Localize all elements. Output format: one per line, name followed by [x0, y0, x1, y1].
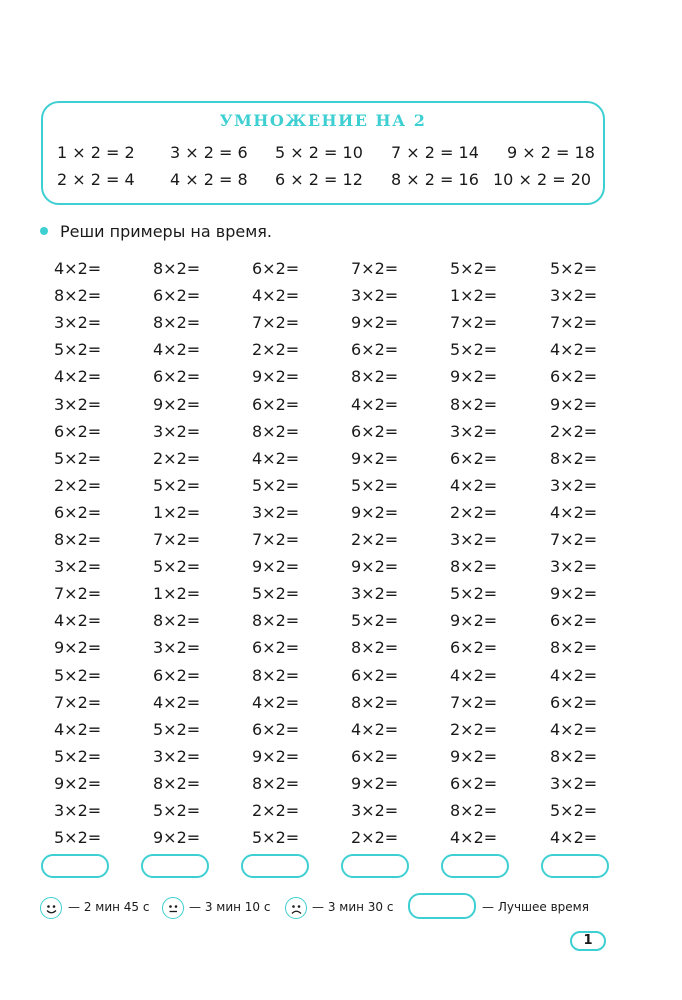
page-number: 1: [570, 931, 606, 951]
table-fact: 8 × 2 = 16: [391, 170, 479, 189]
exercise-item: 8×2=: [450, 801, 498, 820]
exercise-item: 9×2=: [252, 367, 300, 386]
exercise-item: 8×2=: [550, 747, 598, 766]
exercise-item: 8×2=: [54, 286, 102, 305]
exercise-item: 6×2=: [252, 638, 300, 657]
exercise-item: 9×2=: [351, 449, 399, 468]
exercise-item: 5×2=: [252, 584, 300, 603]
exercise-item: 3×2=: [54, 557, 102, 576]
exercise-item: 3×2=: [450, 422, 498, 441]
exercise-item: 6×2=: [54, 503, 102, 522]
exercise-item: 3×2=: [450, 530, 498, 549]
exercise-item: 7×2=: [252, 530, 300, 549]
exercise-item: 5×2=: [54, 747, 102, 766]
exercise-item: 3×2=: [54, 313, 102, 332]
exercise-item: 3×2=: [153, 422, 201, 441]
exercise-item: 3×2=: [54, 801, 102, 820]
exercise-item: 9×2=: [54, 638, 102, 657]
exercise-item: 4×2=: [550, 503, 598, 522]
exercise-item: 5×2=: [351, 476, 399, 495]
exercise-item: 3×2=: [550, 557, 598, 576]
exercise-item: 6×2=: [450, 774, 498, 793]
exercise-item: 5×2=: [450, 259, 498, 278]
sad-time-label: — 3 мин 30 с: [312, 900, 394, 914]
exercise-item: 2×2=: [450, 720, 498, 739]
column-time-box[interactable]: [141, 854, 209, 878]
exercise-item: 5×2=: [54, 340, 102, 359]
exercise-item: 9×2=: [153, 395, 201, 414]
exercise-item: 8×2=: [252, 611, 300, 630]
exercise-item: 5×2=: [351, 611, 399, 630]
table-fact: 4 × 2 = 8: [170, 170, 248, 189]
exercise-item: 7×2=: [550, 530, 598, 549]
neutral-face-icon: [162, 897, 184, 919]
exercise-item: 4×2=: [550, 340, 598, 359]
exercise-item: 8×2=: [153, 259, 201, 278]
exercise-item: 6×2=: [351, 747, 399, 766]
exercise-item: 7×2=: [550, 313, 598, 332]
exercise-item: 3×2=: [550, 476, 598, 495]
exercise-item: 6×2=: [252, 395, 300, 414]
column-time-box[interactable]: [341, 854, 409, 878]
exercise-item: 2×2=: [54, 476, 102, 495]
exercise-item: 2×2=: [351, 530, 399, 549]
exercise-item: 5×2=: [550, 259, 598, 278]
exercise-item: 9×2=: [351, 774, 399, 793]
exercise-item: 6×2=: [351, 340, 399, 359]
exercise-item: 6×2=: [450, 449, 498, 468]
happy-face-icon: [40, 897, 62, 919]
exercise-item: 3×2=: [550, 286, 598, 305]
exercise-item: 2×2=: [252, 801, 300, 820]
exercise-item: 7×2=: [153, 530, 201, 549]
exercise-item: 9×2=: [450, 367, 498, 386]
exercise-item: 3×2=: [153, 747, 201, 766]
exercise-item: 9×2=: [351, 313, 399, 332]
exercise-item: 5×2=: [153, 801, 201, 820]
exercise-item: 9×2=: [550, 584, 598, 603]
exercise-item: 8×2=: [153, 313, 201, 332]
exercise-item: 3×2=: [351, 286, 399, 305]
exercise-item: 2×2=: [351, 828, 399, 847]
table-fact: 5 × 2 = 10: [275, 143, 363, 162]
exercise-item: 8×2=: [450, 557, 498, 576]
exercise-item: 5×2=: [153, 720, 201, 739]
exercise-item: 4×2=: [252, 693, 300, 712]
exercise-item: 9×2=: [550, 395, 598, 414]
exercise-item: 8×2=: [450, 395, 498, 414]
exercise-item: 8×2=: [550, 638, 598, 657]
exercise-item: 4×2=: [351, 395, 399, 414]
exercise-item: 4×2=: [54, 259, 102, 278]
exercise-item: 7×2=: [54, 693, 102, 712]
exercise-item: 6×2=: [54, 422, 102, 441]
exercise-item: 3×2=: [252, 503, 300, 522]
exercise-item: 4×2=: [252, 286, 300, 305]
table-fact: 7 × 2 = 14: [391, 143, 479, 162]
exercise-item: 2×2=: [450, 503, 498, 522]
exercise-item: 7×2=: [54, 584, 102, 603]
exercise-item: 7×2=: [450, 313, 498, 332]
exercise-item: 4×2=: [450, 828, 498, 847]
exercise-item: 8×2=: [252, 666, 300, 685]
best-time-box[interactable]: [408, 893, 476, 919]
exercise-item: 4×2=: [351, 720, 399, 739]
exercise-item: 5×2=: [252, 476, 300, 495]
table-fact: 6 × 2 = 12: [275, 170, 363, 189]
exercise-item: 4×2=: [252, 449, 300, 468]
exercise-item: 4×2=: [550, 720, 598, 739]
table-fact: 10 × 2 = 20: [493, 170, 592, 189]
exercise-item: 3×2=: [153, 638, 201, 657]
table-fact: 9 × 2 = 18: [507, 143, 595, 162]
exercise-item: 6×2=: [450, 638, 498, 657]
exercise-item: 4×2=: [450, 666, 498, 685]
exercise-item: 2×2=: [153, 449, 201, 468]
exercise-item: 9×2=: [54, 774, 102, 793]
exercise-item: 4×2=: [54, 367, 102, 386]
exercise-item: 4×2=: [550, 666, 598, 685]
table-fact: 2 × 2 = 4: [57, 170, 135, 189]
exercise-item: 6×2=: [550, 611, 598, 630]
exercise-item: 5×2=: [54, 449, 102, 468]
exercise-item: 5×2=: [550, 801, 598, 820]
exercise-item: 8×2=: [550, 449, 598, 468]
exercise-item: 3×2=: [351, 584, 399, 603]
exercise-item: 3×2=: [550, 774, 598, 793]
exercise-item: 6×2=: [153, 286, 201, 305]
exercise-item: 9×2=: [252, 557, 300, 576]
exercise-item: 3×2=: [54, 395, 102, 414]
exercise-item: 8×2=: [153, 611, 201, 630]
exercise-item: 9×2=: [351, 503, 399, 522]
exercise-item: 1×2=: [153, 584, 201, 603]
instruction-text: Реши примеры на время.: [60, 222, 272, 241]
column-time-box[interactable]: [541, 854, 609, 878]
exercise-item: 7×2=: [351, 259, 399, 278]
happy-time-label: — 2 мин 45 с: [68, 900, 150, 914]
exercise-item: 5×2=: [450, 340, 498, 359]
exercise-item: 6×2=: [153, 666, 201, 685]
exercise-item: 9×2=: [450, 747, 498, 766]
exercise-item: 8×2=: [252, 774, 300, 793]
exercise-item: 6×2=: [252, 259, 300, 278]
exercise-item: 4×2=: [153, 340, 201, 359]
exercise-item: 4×2=: [153, 693, 201, 712]
exercise-item: 8×2=: [153, 774, 201, 793]
exercise-item: 5×2=: [54, 828, 102, 847]
exercise-item: 7×2=: [252, 313, 300, 332]
exercise-item: 2×2=: [252, 340, 300, 359]
exercise-item: 6×2=: [153, 367, 201, 386]
exercise-item: 5×2=: [54, 666, 102, 685]
column-time-box[interactable]: [241, 854, 309, 878]
exercise-item: 4×2=: [54, 611, 102, 630]
exercise-item: 4×2=: [54, 720, 102, 739]
exercise-item: 8×2=: [351, 638, 399, 657]
exercise-item: 5×2=: [252, 828, 300, 847]
exercise-item: 9×2=: [153, 828, 201, 847]
table-fact: 3 × 2 = 6: [170, 143, 248, 162]
table-title: УМНОЖЕНИЕ НА 2: [219, 111, 427, 130]
exercise-item: 8×2=: [351, 693, 399, 712]
neutral-time-label: — 3 мин 10 с: [189, 900, 271, 914]
table-fact: 1 × 2 = 2: [57, 143, 135, 162]
exercise-item: 8×2=: [54, 530, 102, 549]
exercise-item: 5×2=: [450, 584, 498, 603]
exercise-item: 6×2=: [550, 367, 598, 386]
exercise-item: 4×2=: [550, 828, 598, 847]
sad-face-icon: [285, 897, 307, 919]
exercise-item: 6×2=: [550, 693, 598, 712]
exercise-item: 1×2=: [153, 503, 201, 522]
column-time-box[interactable]: [441, 854, 509, 878]
exercise-item: 1×2=: [450, 286, 498, 305]
exercise-item: 9×2=: [351, 557, 399, 576]
exercise-item: 9×2=: [450, 611, 498, 630]
exercise-item: 7×2=: [450, 693, 498, 712]
exercise-item: 2×2=: [550, 422, 598, 441]
exercise-item: 8×2=: [252, 422, 300, 441]
exercise-item: 4×2=: [450, 476, 498, 495]
exercise-item: 6×2=: [252, 720, 300, 739]
column-time-box[interactable]: [41, 854, 109, 878]
exercise-item: 3×2=: [351, 801, 399, 820]
exercise-item: 5×2=: [153, 476, 201, 495]
exercise-item: 8×2=: [351, 367, 399, 386]
exercise-item: 5×2=: [153, 557, 201, 576]
exercise-item: 6×2=: [351, 422, 399, 441]
exercise-item: 6×2=: [351, 666, 399, 685]
best-time-label: — Лучшее время: [482, 900, 589, 914]
exercise-item: 9×2=: [252, 747, 300, 766]
